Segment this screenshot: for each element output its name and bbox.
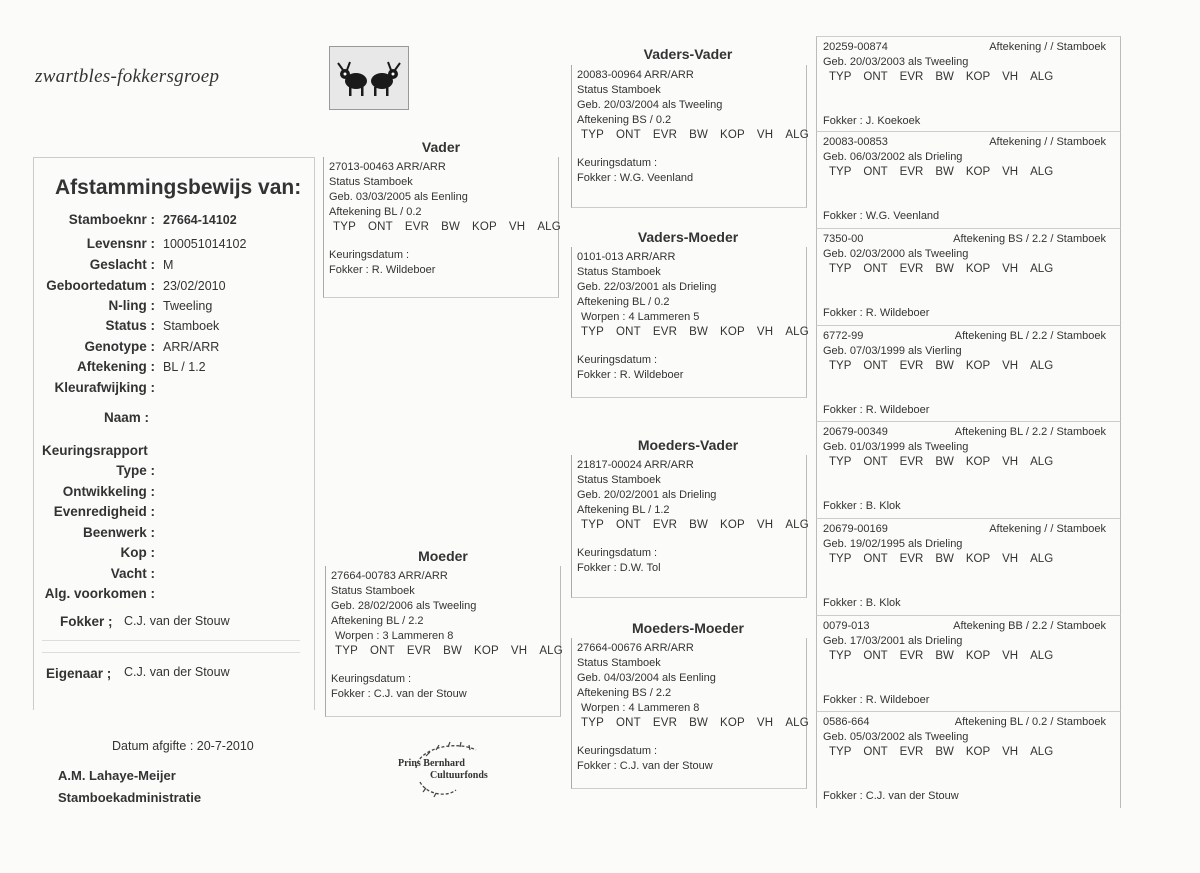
trait-label: KOP: [720, 129, 745, 141]
fokker-line: Fokker : R. Wildeboer: [823, 307, 930, 319]
great-grandparent-card: [816, 228, 1121, 325]
trait-label: ONT: [863, 553, 888, 565]
id-line: 21817-00024 ARR/ARR: [577, 459, 694, 471]
vaders-moeder-heading: Vaders-Moeder: [637, 229, 739, 245]
trait-label: VH: [1002, 553, 1019, 565]
trait-label: ALG: [539, 645, 563, 657]
great-grandparent-card: [816, 518, 1121, 615]
status-line: Status Stamboek: [577, 266, 661, 278]
field-value: Stamboek: [163, 319, 220, 333]
status-line: Status Stamboek: [577, 474, 661, 486]
trait-label: ONT: [863, 71, 888, 83]
trait-label: ALG: [785, 129, 809, 141]
field-value: 100051014102: [163, 237, 247, 251]
trait-label: ONT: [863, 166, 888, 178]
trait-label: KOP: [720, 326, 745, 338]
id-row: [823, 232, 1114, 247]
traits-row: [823, 455, 1114, 470]
traits-row: [823, 359, 1114, 374]
trait-label: BW: [689, 519, 709, 531]
vaders-moeder-card: [571, 247, 807, 398]
worpen-line: Worpen : 4 Lammeren 8: [581, 702, 700, 714]
vaders-vader-card: [571, 65, 807, 208]
status-line: Status Stamboek: [329, 176, 413, 188]
trait-label: TYP: [829, 71, 852, 83]
moeders-moeder-heading: Moeders-Moeder: [631, 620, 745, 636]
spacer: [577, 143, 801, 156]
vader-card: [323, 157, 559, 298]
id-line: 27664-00676 ARR/ARR: [577, 642, 694, 654]
eigenaar-value: C.J. van der Stouw: [124, 665, 230, 679]
moeder-card: [325, 566, 561, 717]
trait-label: ONT: [863, 746, 888, 758]
trait-label: BW: [689, 326, 709, 338]
keuringsdatum-line: Keuringsdatum :: [577, 354, 658, 366]
birth-line: Geb. 20/03/2003 als Tweeling: [823, 56, 969, 68]
status-line: Status Stamboek: [331, 585, 415, 597]
group-title: zwartbles-fokkersgroep: [35, 66, 220, 87]
trait-label: ALG: [785, 519, 809, 531]
keuring-field-label: Alg. voorkomen :: [44, 586, 155, 601]
trait-label: KOP: [720, 717, 745, 729]
trait-label: TYP: [829, 360, 852, 372]
trait-label: EVR: [899, 650, 924, 662]
trait-label: ONT: [615, 717, 641, 729]
trait-label: EVR: [652, 129, 678, 141]
id-line: 0101-013 ARR/ARR: [577, 251, 676, 263]
trait-label: BW: [935, 650, 954, 662]
field-label: N-ling :: [108, 298, 155, 313]
trait-label: BW: [935, 360, 954, 372]
animal-id: 0079-013: [823, 620, 870, 632]
fokker-label: Fokker ;: [60, 614, 113, 629]
aftekening-line: Aftekening BL / 1.2: [577, 504, 670, 516]
traits-row: [823, 165, 1114, 180]
keuringsdatum-line: Keuringsdatum :: [577, 547, 658, 559]
trait-label: KOP: [965, 71, 991, 83]
trait-label: ALG: [1030, 71, 1054, 83]
field-label: Stamboeknr :: [68, 212, 155, 227]
trait-label: ALG: [1030, 553, 1054, 565]
trait-label: ALG: [1030, 166, 1054, 178]
birth-line: Geb. 04/03/2004 als Eenling: [577, 672, 716, 684]
spacer: [577, 340, 801, 353]
trait-label: VH: [1002, 263, 1019, 275]
field-label: Geslacht :: [89, 257, 155, 272]
keuringsdatum-line: Keuringsdatum :: [329, 249, 410, 261]
trait-label: KOP: [720, 519, 745, 531]
spacer: [331, 659, 555, 672]
trait-label: ALG: [1030, 650, 1054, 662]
trait-label: TYP: [829, 166, 852, 178]
fokker-line: Fokker : C.J. van der Stouw: [577, 760, 713, 772]
field-value: ARR/ARR: [163, 340, 220, 354]
trait-label: VH: [1002, 456, 1019, 468]
aftekening-line: Aftekening BL / 0.2: [329, 206, 422, 218]
trait-label: KOP: [472, 221, 497, 233]
spacer: [577, 533, 801, 546]
trait-label: ONT: [615, 326, 641, 338]
keuringsdatum-line: Keuringsdatum :: [577, 745, 658, 757]
trait-label: BW: [935, 263, 954, 275]
trait-label: VH: [1002, 71, 1019, 83]
birth-line: Geb. 20/03/2004 als Tweeling: [577, 99, 723, 111]
trait-label: EVR: [899, 456, 924, 468]
vaders-vader-heading: Vaders-Vader: [643, 46, 733, 62]
trait-label: VH: [1002, 746, 1019, 758]
sheep-logo-icon: [330, 47, 408, 109]
field-value: 27664-14102: [163, 213, 237, 227]
keuring-field-label: Vacht :: [110, 566, 155, 581]
moeders-moeder-card: [571, 638, 807, 789]
aftekening-text: Aftekening BL / 2.2 / Stamboek: [954, 426, 1106, 438]
animal-id: 0586-664: [823, 716, 870, 728]
moeders-vader-card: [571, 455, 807, 598]
trait-label: BW: [441, 221, 461, 233]
moeders-vader-heading: Moeders-Vader: [637, 437, 739, 453]
worpen-line: Worpen : 3 Lammeren 8: [335, 630, 454, 642]
animal-id: 6772-99: [823, 330, 864, 342]
birth-line: Geb. 19/02/1995 als Drieling: [823, 538, 963, 550]
trait-label: KOP: [965, 263, 991, 275]
fokker-line: Fokker : C.J. van der Stouw: [331, 688, 467, 700]
trait-label: EVR: [652, 519, 678, 531]
field-label: Geboortedatum :: [46, 278, 155, 293]
trait-label: ONT: [863, 263, 888, 275]
divider: [42, 652, 300, 653]
fokker-line: Fokker : B. Klok: [823, 597, 901, 609]
spacer: [577, 731, 801, 744]
aftekening-text: Aftekening / / Stamboek: [989, 41, 1106, 53]
traits-row: [577, 716, 809, 731]
traits-row: [577, 518, 809, 533]
animal-id: 7350-00: [823, 233, 864, 245]
birth-line: Geb. 20/02/2001 als Drieling: [577, 489, 717, 501]
trait-label: ALG: [785, 326, 809, 338]
trait-label: TYP: [829, 650, 852, 662]
trait-label: TYP: [829, 456, 852, 468]
fokker-line: Fokker : W.G. Veenland: [577, 172, 694, 184]
naam-label: Naam :: [104, 410, 150, 425]
fokker-line: Fokker : J. Koekoek: [823, 115, 921, 127]
issue-date: Datum afgifte : 20-7-2010: [112, 739, 254, 753]
field-label: Kleurafwijking :: [54, 380, 155, 395]
id-row: [823, 135, 1114, 150]
keuring-field-label: Kop :: [120, 545, 155, 560]
animal-id: 20083-00853: [823, 136, 888, 148]
wreath-icon: [396, 738, 508, 800]
traits-row: [331, 644, 563, 659]
administrator-role: Stamboekadministratie: [58, 790, 202, 805]
trait-label: ONT: [615, 129, 641, 141]
id-row: [823, 715, 1114, 730]
traits-row: [823, 745, 1114, 760]
birth-line: Geb. 06/03/2002 als Drieling: [823, 151, 963, 163]
fokker-line: Fokker : C.J. van der Stouw: [823, 790, 959, 802]
id-row: [823, 619, 1114, 634]
fokker-line: Fokker : R. Wildeboer: [823, 404, 930, 416]
trait-label: TYP: [829, 553, 852, 565]
great-grandparent-card: [816, 421, 1121, 518]
traits-row: [823, 649, 1114, 664]
fokker-line: Fokker : B. Klok: [823, 500, 901, 512]
traits-row: [329, 220, 561, 235]
id-line: 27664-00783 ARR/ARR: [331, 570, 448, 582]
keuring-field-label: Beenwerk :: [82, 525, 155, 540]
trait-label: ONT: [863, 360, 888, 372]
sheep-logo: [329, 46, 409, 110]
trait-label: TYP: [581, 326, 604, 338]
trait-label: BW: [935, 166, 954, 178]
trait-label: EVR: [899, 71, 924, 83]
trait-label: EVR: [404, 221, 430, 233]
trait-label: KOP: [965, 746, 991, 758]
animal-id: 20679-00349: [823, 426, 888, 438]
trait-label: KOP: [965, 360, 991, 372]
keuringsdatum-line: Keuringsdatum :: [577, 157, 658, 169]
great-grandparent-card: [816, 131, 1121, 228]
keuring-field-label: Evenredigheid :: [53, 504, 155, 519]
administrator-name: A.M. Lahaye-Meijer: [58, 768, 176, 783]
trait-label: VH: [756, 717, 774, 729]
trait-label: BW: [935, 553, 954, 565]
trait-label: ALG: [1030, 263, 1054, 275]
trait-label: ALG: [1030, 456, 1054, 468]
status-line: Status Stamboek: [577, 84, 661, 96]
aftekening-line: Aftekening BL / 0.2: [577, 296, 670, 308]
traits-row: [577, 325, 809, 340]
trait-label: EVR: [899, 360, 924, 372]
aftekening-text: Aftekening BL / 2.2 / Stamboek: [954, 330, 1106, 342]
trait-label: VH: [756, 519, 774, 531]
great-grandparent-card: [816, 325, 1121, 422]
trait-label: ALG: [1030, 746, 1054, 758]
trait-label: BW: [935, 71, 954, 83]
trait-label: TYP: [581, 129, 604, 141]
aftekening-text: Aftekening BL / 0.2 / Stamboek: [954, 716, 1106, 728]
vader-heading: Vader: [421, 139, 461, 155]
trait-label: BW: [935, 456, 954, 468]
worpen-line: Worpen : 4 Lammeren 5: [581, 311, 700, 323]
trait-label: TYP: [333, 221, 356, 233]
id-row: [823, 522, 1114, 537]
seal-line-2: Cultuurfonds: [430, 770, 488, 781]
traits-row: [823, 262, 1114, 277]
trait-label: KOP: [965, 456, 991, 468]
trait-label: VH: [510, 645, 528, 657]
divider: [42, 640, 300, 641]
birth-line: Geb. 01/03/1999 als Tweeling: [823, 441, 969, 453]
trait-label: ONT: [863, 650, 888, 662]
trait-label: KOP: [965, 650, 991, 662]
moeder-heading: Moeder: [418, 548, 468, 564]
aftekening-text: Aftekening BB / 2.2 / Stamboek: [953, 620, 1106, 632]
trait-label: VH: [1002, 360, 1019, 372]
fokker-line: Fokker : R. Wildeboer: [329, 264, 436, 276]
aftekening-text: Aftekening / / Stamboek: [989, 523, 1106, 535]
birth-line: Geb. 05/03/2002 als Tweeling: [823, 731, 969, 743]
birth-line: Geb. 17/03/2001 als Drieling: [823, 635, 963, 647]
aftekening-line: Aftekening BS / 0.2: [577, 114, 672, 126]
trait-label: ALG: [785, 717, 809, 729]
animal-id: 20679-00169: [823, 523, 888, 535]
trait-label: VH: [756, 326, 774, 338]
cultuurfonds-seal: [396, 738, 508, 800]
keuring-field-label: Type :: [116, 463, 155, 478]
trait-label: BW: [689, 717, 709, 729]
trait-label: VH: [1002, 166, 1019, 178]
trait-label: EVR: [652, 717, 678, 729]
trait-label: ONT: [367, 221, 393, 233]
eigenaar-label: Eigenaar ;: [46, 666, 112, 681]
field-label: Levensnr :: [86, 236, 155, 251]
trait-label: ONT: [369, 645, 395, 657]
great-grandparent-card: [816, 615, 1121, 712]
trait-label: EVR: [406, 645, 432, 657]
id-line: 27013-00463 ARR/ARR: [329, 161, 446, 173]
aftekening-line: Aftekening BL / 2.2: [331, 615, 424, 627]
trait-label: VH: [756, 129, 774, 141]
aftekening-text: Aftekening / / Stamboek: [989, 136, 1106, 148]
trait-label: TYP: [581, 519, 604, 531]
trait-label: ALG: [537, 221, 561, 233]
trait-label: EVR: [899, 746, 924, 758]
trait-label: EVR: [899, 553, 924, 565]
traits-row: [577, 128, 809, 143]
status-line: Status Stamboek: [577, 657, 661, 669]
fokker-line: Fokker : R. Wildeboer: [577, 369, 684, 381]
field-label: Aftekening :: [76, 359, 155, 374]
trait-label: EVR: [899, 166, 924, 178]
field-label: Genotype :: [84, 339, 155, 354]
fokker-value: C.J. van der Stouw: [124, 614, 230, 628]
birth-line: Geb. 22/03/2001 als Drieling: [577, 281, 717, 293]
page-title: Afstammingsbewijs van:: [55, 176, 302, 199]
id-row: [823, 329, 1114, 344]
trait-label: TYP: [581, 717, 604, 729]
trait-label: VH: [508, 221, 526, 233]
traits-row: [823, 70, 1114, 85]
trait-label: TYP: [829, 263, 852, 275]
trait-label: KOP: [474, 645, 499, 657]
fokker-line: Fokker : W.G. Veenland: [823, 210, 940, 222]
birth-line: Geb. 28/02/2006 als Tweeling: [331, 600, 477, 612]
field-value: Tweeling: [163, 299, 213, 313]
trait-label: ONT: [615, 519, 641, 531]
id-row: [823, 40, 1114, 55]
trait-label: ONT: [863, 456, 888, 468]
trait-label: EVR: [899, 263, 924, 275]
fokker-line: Fokker : D.W. Tol: [577, 562, 661, 574]
trait-label: BW: [443, 645, 463, 657]
spacer: [329, 235, 553, 248]
field-value: BL / 1.2: [163, 360, 206, 374]
field-label: Status :: [105, 318, 155, 333]
trait-label: KOP: [965, 166, 991, 178]
traits-row: [823, 552, 1114, 567]
aftekening-line: Aftekening BS / 2.2: [577, 687, 672, 699]
keuringsrapport-heading: Keuringsrapport: [42, 443, 148, 458]
great-grandparent-card: [816, 36, 1121, 133]
trait-label: EVR: [652, 326, 678, 338]
trait-label: TYP: [335, 645, 358, 657]
id-line: 20083-00964 ARR/ARR: [577, 69, 694, 81]
seal-line-1: Prins Bernhard: [398, 758, 465, 769]
great-grandparent-card: [816, 711, 1121, 808]
id-row: [823, 425, 1114, 440]
keuringsdatum-line: Keuringsdatum :: [331, 673, 412, 685]
birth-line: Geb. 02/03/2000 als Tweeling: [823, 248, 969, 260]
keuring-field-label: Ontwikkeling :: [62, 484, 155, 499]
birth-line: Geb. 03/03/2005 als Eenling: [329, 191, 468, 203]
field-value: 23/02/2010: [163, 279, 226, 293]
aftekening-text: Aftekening BS / 2.2 / Stamboek: [953, 233, 1106, 245]
trait-label: BW: [935, 746, 954, 758]
birth-line: Geb. 07/03/1999 als Vierling: [823, 345, 962, 357]
trait-label: BW: [689, 129, 709, 141]
trait-label: KOP: [965, 553, 991, 565]
trait-label: ALG: [1030, 360, 1054, 372]
trait-label: TYP: [829, 746, 852, 758]
field-value: M: [163, 258, 174, 272]
trait-label: VH: [1002, 650, 1019, 662]
fokker-line: Fokker : R. Wildeboer: [823, 694, 930, 706]
animal-id: 20259-00874: [823, 41, 888, 53]
